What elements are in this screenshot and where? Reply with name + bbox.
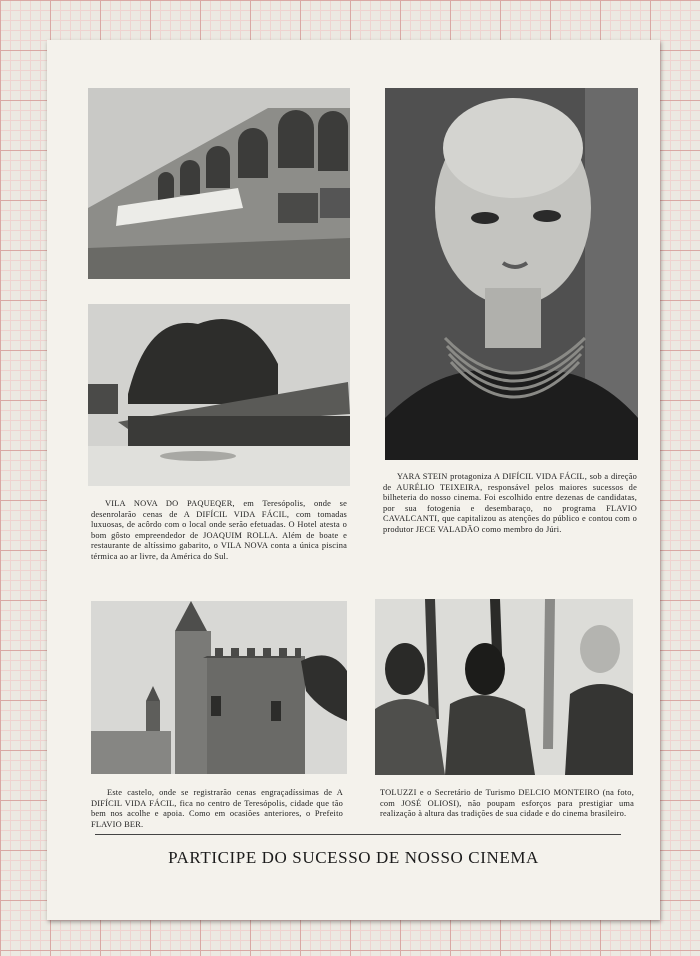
officials-caption [380, 788, 634, 820]
castle-photo [91, 601, 347, 774]
actress-portrait-photo [385, 88, 638, 460]
page-banner: PARTICIPE DO SUCESSO DE NOSSO CINEMA [168, 848, 539, 867]
officials-photo [375, 599, 633, 775]
vila-nova-pool-photo [88, 304, 350, 486]
banner-divider [95, 834, 621, 835]
printed-page [47, 40, 660, 920]
hotel-photo [88, 88, 350, 279]
hotel-caption [91, 499, 347, 563]
hotel-caption-text: VILA NOVA DO PAQUEQER, em Teresópolis, onde se desenrolarão cenas de A DIFÍCIL VIDA FÁCIL, com tomadas luxuosas, de acôrdo com o local onde serão efetuadas. O Hotel atesta o bom gôsto empreendedor de JOAQUIM ROLLA. Além de boate e restaurante de altíssimo gabarito, o VILA NOVA conta a única piscina térmica ao ar livre, da América do Sul. [91, 499, 347, 561]
actress-caption [383, 472, 637, 536]
actress-caption-text: YARA STEIN protagoniza A DIFÍCIL VIDA FÁCIL, sob a direção de AURÉLIO TEIXEIRA, responsável pelos maiores sucessos de bilheteria do nosso cinema. Foi escolhido entre dezenas de candidatas, por sua fotogenia e desembaraço, no programa FLAVIO CAVALCANTI, que capitalizou as atenções do público e contou com o produtor JECE VALADÃO como membro do Júri. [383, 472, 637, 534]
castle-caption [91, 788, 343, 830]
castle-caption-text: Este castelo, onde se registrarão cenas engraçadíssimas de A DIFÍCIL VIDA FÁCIL, fica no centro de Teresópolis, cidade que tão bem nos acolhe e apoia. Como em ocasiões anteriores, o Prefeito FLAVIO BER. [91, 788, 343, 829]
officials-caption-text: TOLUZZI e o Secretário de Turismo DELCIO MONTEIRO (na foto, com JOSÉ OLIOSI), não poupam esforços para prestigiar uma realização à altura das tradições de sua cidade e do cinema brasileiro. [380, 788, 634, 819]
